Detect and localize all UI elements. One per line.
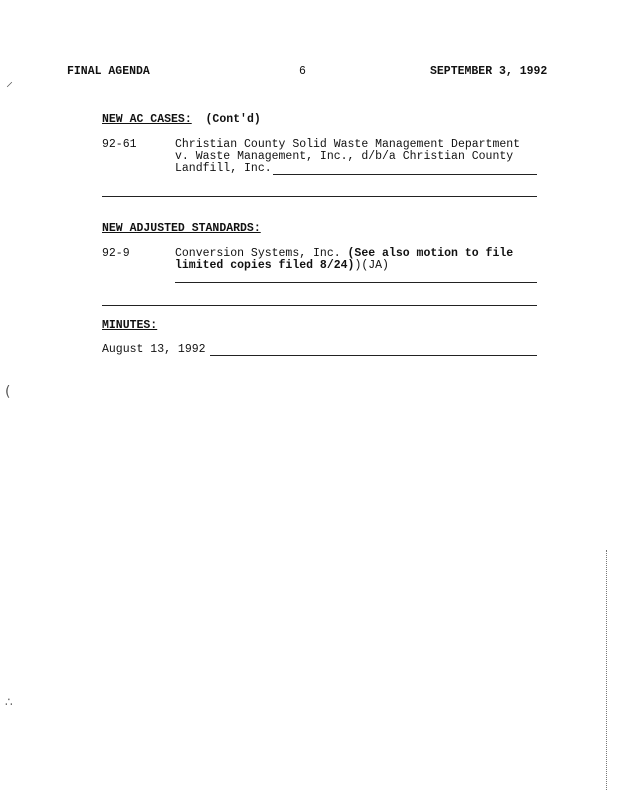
signature-line	[175, 282, 537, 283]
new-ac-cases-heading-row	[102, 114, 261, 126]
scan-mark: ∴	[5, 695, 13, 709]
scan-mark: (	[5, 384, 11, 400]
scan-edge-line	[606, 550, 607, 790]
header-date: SEPTEMBER 3, 1992	[430, 65, 548, 78]
page-number: 6	[299, 65, 306, 78]
section-divider	[102, 305, 537, 306]
contd-label: (Cont'd)	[205, 113, 261, 126]
case-92-61-line-2: v. Waste Management, Inc., d/b/a Christian County	[175, 150, 514, 163]
scan-mark: ⸝	[6, 74, 13, 90]
header-title: FINAL AGENDA	[67, 65, 150, 78]
signature-line	[210, 355, 537, 356]
case-92-9-initials: )(JA)	[354, 259, 389, 272]
minutes-heading: MINUTES:	[102, 319, 158, 332]
case-92-61-line-1: Christian County Solid Waste Management Department	[175, 138, 521, 151]
minutes-entry: August 13, 1992	[102, 343, 206, 356]
signature-line	[273, 174, 537, 175]
new-adjusted-standards-heading: NEW ADJUSTED STANDARDS:	[102, 222, 261, 235]
case-92-61-line-3: Landfill, Inc.	[175, 162, 272, 175]
case-92-9-party: Conversion Systems, Inc.	[175, 247, 348, 260]
section-divider	[102, 196, 537, 197]
case-number-92-61: 92-61	[102, 138, 137, 151]
case-92-9-motion-note: (See also motion to file	[347, 247, 514, 260]
new-ac-cases-heading: NEW AC CASES:	[102, 113, 192, 126]
case-92-9-motion-note-cont: limited copies filed 8/24)	[175, 259, 355, 272]
case-number-92-9: 92-9	[102, 247, 130, 260]
case-92-9-line-2	[175, 260, 389, 272]
